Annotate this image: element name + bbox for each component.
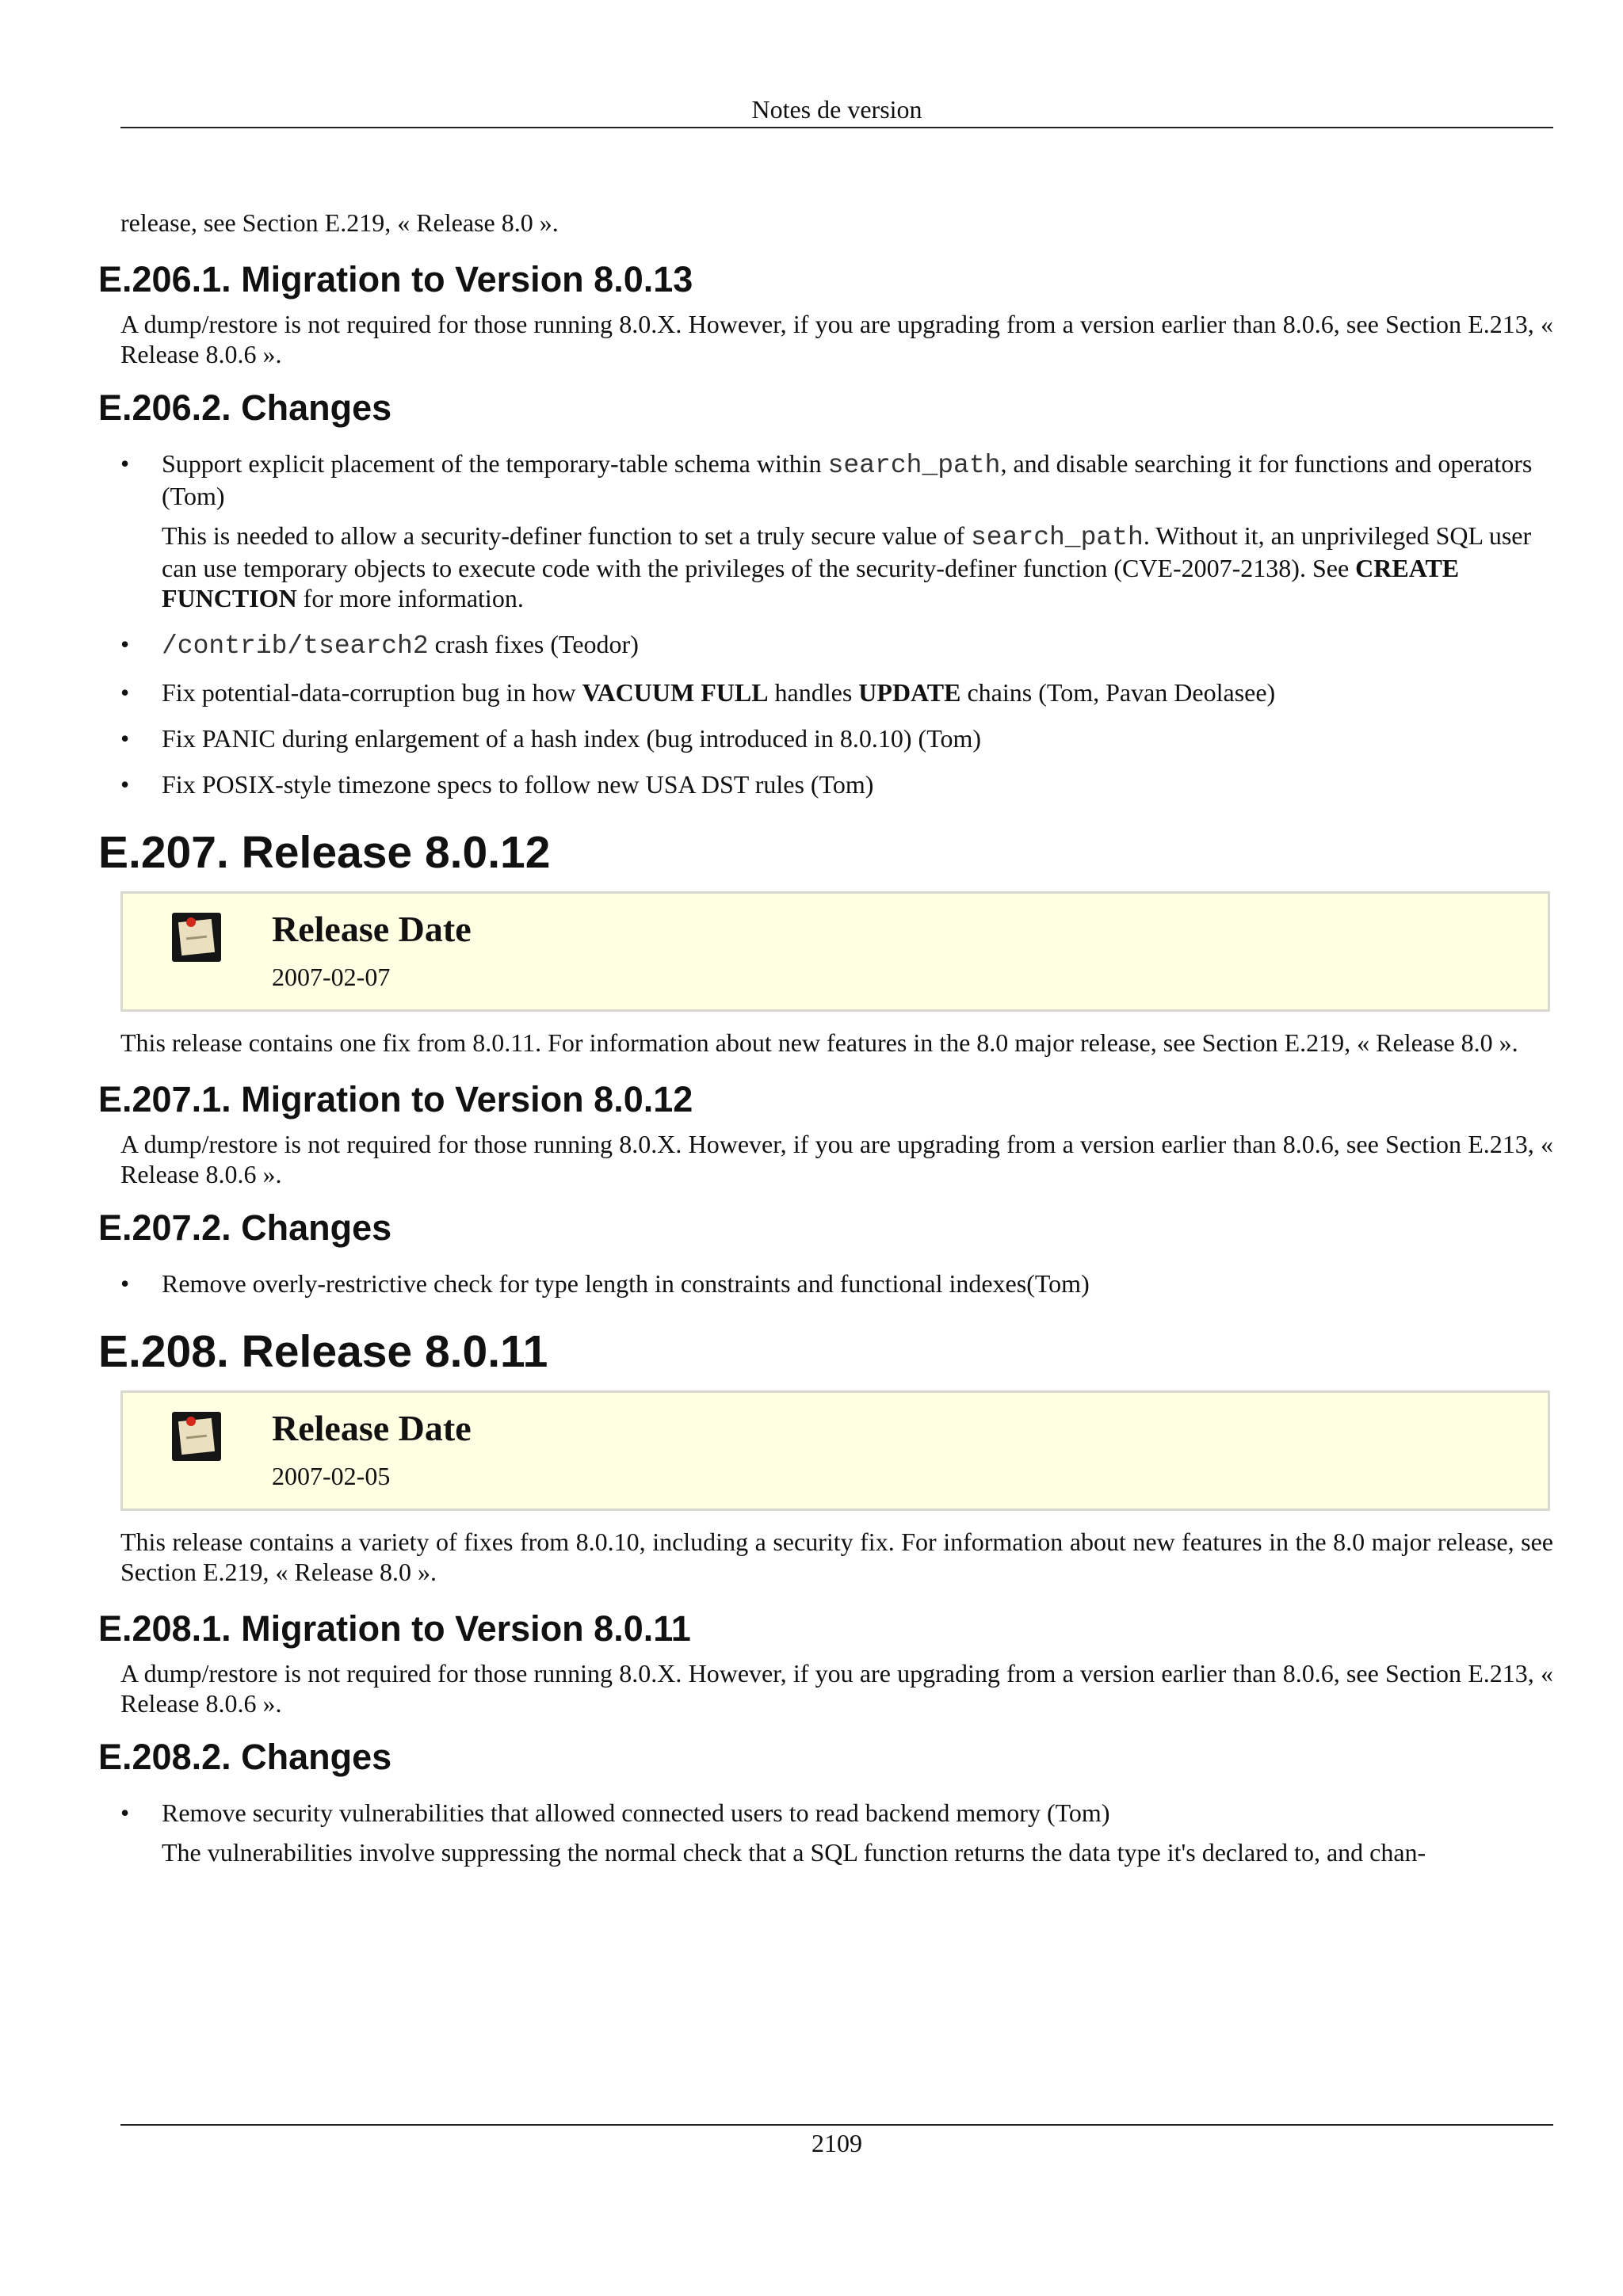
release-intro-paragraph: This release contains a variety of fixes from 8.0.10, including a security fix. For information about new features in the 8.0 major release, see Section E.219, « Release 8.0 ». — [120, 1527, 1553, 1586]
running-header: Notes de version — [751, 95, 922, 124]
changes-list-e207 — [120, 1268, 1553, 1299]
section-heading-e208-1: E.208.1. Migration to Version 8.0.11 — [98, 1608, 691, 1649]
text-run: chains (Tom, Pavan Deolasee) — [960, 678, 1276, 707]
note-title: Release Date — [272, 1408, 472, 1448]
code-search-path: search_path — [827, 451, 1001, 480]
list-item-text: Fix POSIX-style timezone specs to follow new USA DST rules (Tom) — [162, 770, 874, 799]
migration-paragraph-e208: A dump/restore is not required for those running 8.0.X. However, if you are upgrading from a version earlier than 8.0.6, see Section E.213, « Release 8.0.6 ». — [120, 1659, 1553, 1718]
page-number: 2109 — [812, 2129, 862, 2157]
release-date: 2007-02-07 — [272, 963, 391, 991]
list-item — [120, 1798, 1553, 1867]
list-item — [120, 723, 1553, 753]
section-heading-e208: E.208. Release 8.0.11 — [98, 1326, 548, 1377]
section-heading-e207: E.207. Release 8.0.12 — [98, 827, 551, 878]
header-rule — [120, 127, 1553, 128]
changes-list-e208 — [120, 1798, 1553, 1867]
list-item-text: Remove overly-restrictive check for type length in constraints and functional indexes(Tom) — [162, 1269, 1090, 1298]
text-run: for more information. — [296, 584, 524, 612]
list-item-text — [162, 677, 1553, 707]
command-name: VACUUM FULL — [582, 678, 769, 707]
list-item — [120, 769, 1553, 799]
bullet: • — [120, 1269, 130, 1298]
bullet: • — [120, 449, 130, 478]
bullet: • — [120, 770, 130, 799]
pushpin — [186, 1417, 196, 1426]
text-run: Fix potential-data-corruption bug in how — [162, 678, 582, 707]
list-item — [120, 1268, 1553, 1299]
command-name: UPDATE — [858, 678, 961, 707]
text-run: This is needed to allow a security-definer function to set a truly secure value of — [162, 521, 971, 550]
release-date-note — [120, 1390, 1550, 1511]
release-intro-paragraph: This release contains one fix from 8.0.11. For information about new features in the 8.0 major release, see Section E.219, « Release 8.0 ». — [120, 1028, 1518, 1057]
footer-rule — [120, 2124, 1553, 2126]
intro-paragraph: release, see Section E.219, « Release 8.0 ». — [120, 208, 559, 237]
command-name: CREATE FUNCTION — [162, 554, 1460, 612]
list-item-text — [162, 448, 1553, 511]
section-heading-e206-2: E.206.2. Changes — [98, 387, 392, 428]
note-icon — [172, 1412, 221, 1461]
bullet: • — [120, 630, 130, 658]
list-item — [120, 448, 1553, 613]
section-heading-e206-1: E.206.1. Migration to Version 8.0.13 — [98, 259, 693, 299]
code-search-path: search_path — [970, 523, 1144, 552]
list-item-text: Remove security vulnerabilities that allowed connected users to read backend memory (Tom) — [162, 1798, 1110, 1827]
bullet: • — [120, 724, 130, 753]
release-date-note — [120, 891, 1550, 1012]
text-run: handles — [768, 678, 859, 707]
list-item — [120, 677, 1553, 707]
page-content — [98, 208, 1553, 1883]
list-item-text — [162, 629, 1553, 662]
text-run: Support explicit placement of the temporary-table schema within — [162, 449, 828, 478]
bullet: • — [120, 1798, 130, 1827]
list-item-detail: The vulnerabilities involve suppressing the normal check that a SQL function returns the data type it's declared to, and chan- — [162, 1838, 1426, 1867]
bullet: • — [120, 678, 130, 707]
section-heading-e207-2: E.207.2. Changes — [98, 1207, 392, 1248]
migration-paragraph-e207: A dump/restore is not required for those running 8.0.X. However, if you are upgrading from a version earlier than 8.0.6, see Section E.213, « Release 8.0.6 ». — [120, 1130, 1553, 1188]
text-run: , and disable searching it for functions and operators (Tom) — [162, 449, 1533, 510]
list-item — [120, 629, 1553, 662]
list-item-detail — [162, 521, 1553, 613]
release-date: 2007-02-05 — [272, 1462, 391, 1490]
pushpin — [186, 917, 196, 927]
section-heading-e208-2: E.208.2. Changes — [98, 1737, 392, 1777]
migration-paragraph-e206: A dump/restore is not required for those running 8.0.X. However, if you are upgrading from a version earlier than 8.0.6, see Section E.213, « Release 8.0.6 ». — [120, 310, 1553, 368]
text-run: crash fixes (Teodor) — [428, 630, 639, 658]
note-title: Release Date — [272, 909, 472, 949]
section-heading-e207-1: E.207.1. Migration to Version 8.0.12 — [98, 1079, 693, 1119]
note-icon — [172, 913, 221, 962]
code-contrib-path: /contrib/tsearch2 — [162, 631, 429, 661]
list-item-text: Fix PANIC during enlargement of a hash index (bug introduced in 8.0.10) (Tom) — [162, 724, 982, 753]
text-run: . Without it, an unprivileged SQL user can use temporary objects to execute code with the privileges of the security-definer function (CVE-2007-2138). See — [162, 521, 1532, 582]
changes-list-e206 — [120, 448, 1553, 799]
